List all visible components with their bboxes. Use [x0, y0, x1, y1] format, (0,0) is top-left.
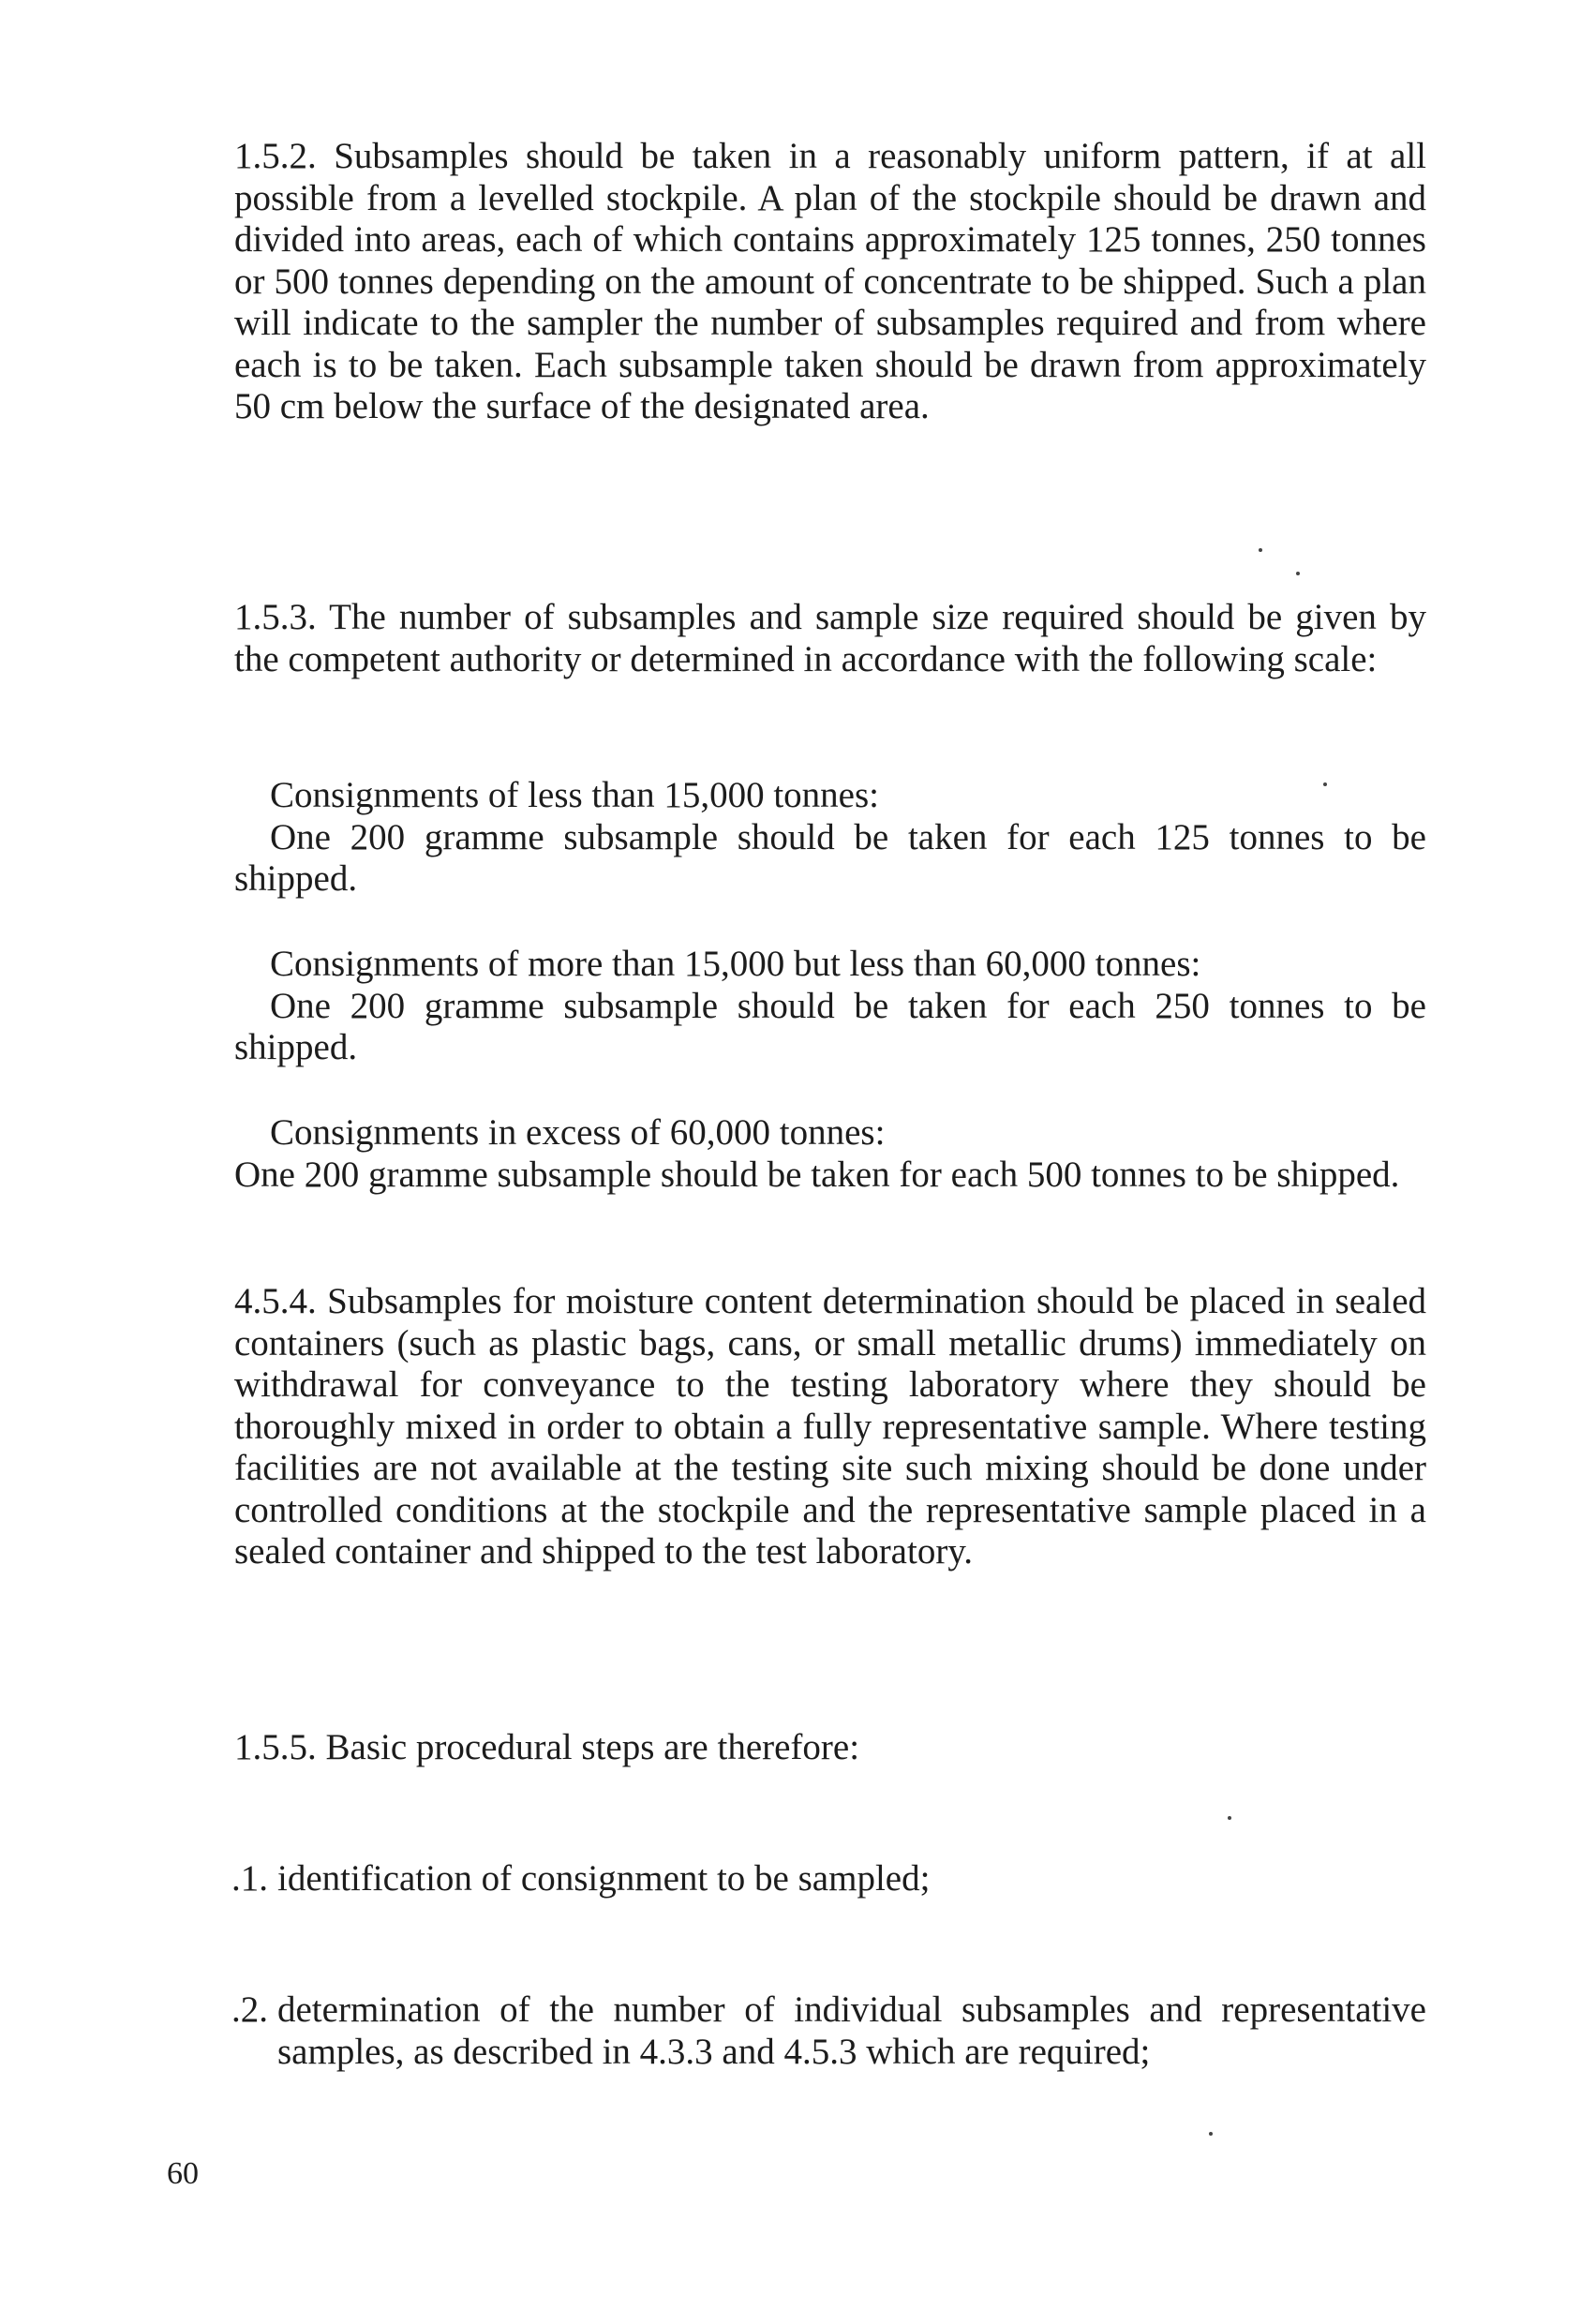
- paragraph-1-5-3: [234, 597, 1426, 680]
- scan-speck: [1228, 1816, 1231, 1820]
- paragraph-number: 1.5.3.: [234, 597, 317, 637]
- step-2: [212, 1989, 1426, 2073]
- scan-speck: [1296, 572, 1300, 575]
- scale-body: One 200 gramme subsample should be taken for each 125 tonnes to be shipped.: [234, 816, 1426, 899]
- step-number: .2.: [231, 1989, 268, 2030]
- paragraph-1-5-2: [234, 136, 1426, 428]
- paragraph-number: 1.5.2.: [234, 136, 317, 176]
- step-1: [212, 1858, 1426, 1900]
- scale-body: One 200 gramme subsample should be taken for each 250 tonnes to be shipped.: [234, 985, 1426, 1067]
- paragraph-1-5-5: [234, 1727, 1426, 1769]
- step-text: determination of the number of individual subsamples and representative samples, as described in 4.3.3 and 4.5.3 which are required;: [277, 1989, 1426, 2072]
- paragraph-text: Basic procedural steps are therefore:: [325, 1727, 860, 1767]
- paragraph-1-5-4: [234, 1281, 1426, 1573]
- scale-entry-1: [234, 775, 1426, 901]
- scan-speck: [1209, 2132, 1213, 2136]
- scale-entry-2: [234, 944, 1426, 1069]
- paragraph-text: The number of subsamples and sample size required should be given by the competent authority or determined in accordance with the following scale:: [234, 597, 1426, 679]
- paragraph-number: 1.5.5.: [234, 1727, 317, 1767]
- step-text: identification of consignment to be sampled;: [277, 1858, 931, 1899]
- scale-heading: Consignments in excess of 60,000 tonnes:: [270, 1112, 886, 1153]
- paragraph-text: Subsamples should be taken in a reasonably uniform pattern, if at all possible from a levelled stockpile. A plan of the stockpile should be drawn and divided into areas, each of which contains approximately 125 tonnes, 250 tonnes or 500 tonnes depending on the amount of concentrate to be shipped. Such a plan will indicate to the sampler the number of subsamples required and from where each is to be taken. Each subsample taken should be drawn from approximately 50 cm below the surface of the designated area.: [234, 136, 1426, 426]
- page-number: 60: [167, 2156, 199, 2191]
- scale-heading: Consignments of less than 15,000 tonnes:: [270, 775, 879, 815]
- scale-entry-3: [234, 1112, 1426, 1196]
- paragraph-text: Subsamples for moisture content determination should be placed in sealed containers (such as plastic bags, cans, or small metallic drums) immediately on withdrawal for conveyance to the testing laboratory where they should be thoroughly mixed in order to obtain a fully representative sample. Where testing facilities are not available at the testing site such mixing should be done under controlled conditions at the stockpile and the representative sample placed in a sealed container and shipped to the test laboratory.: [234, 1281, 1426, 1572]
- scan-speck: [1259, 548, 1262, 552]
- paragraph-number: 4.5.4.: [234, 1281, 317, 1321]
- scale-heading: Consignments of more than 15,000 but less than 60,000 tonnes:: [270, 944, 1201, 984]
- scale-body: One 200 gramme subsample should be taken for each 500 tonnes to be shipped.: [234, 1154, 1400, 1195]
- scan-speck: [1323, 782, 1327, 786]
- step-number: .1.: [231, 1858, 268, 1899]
